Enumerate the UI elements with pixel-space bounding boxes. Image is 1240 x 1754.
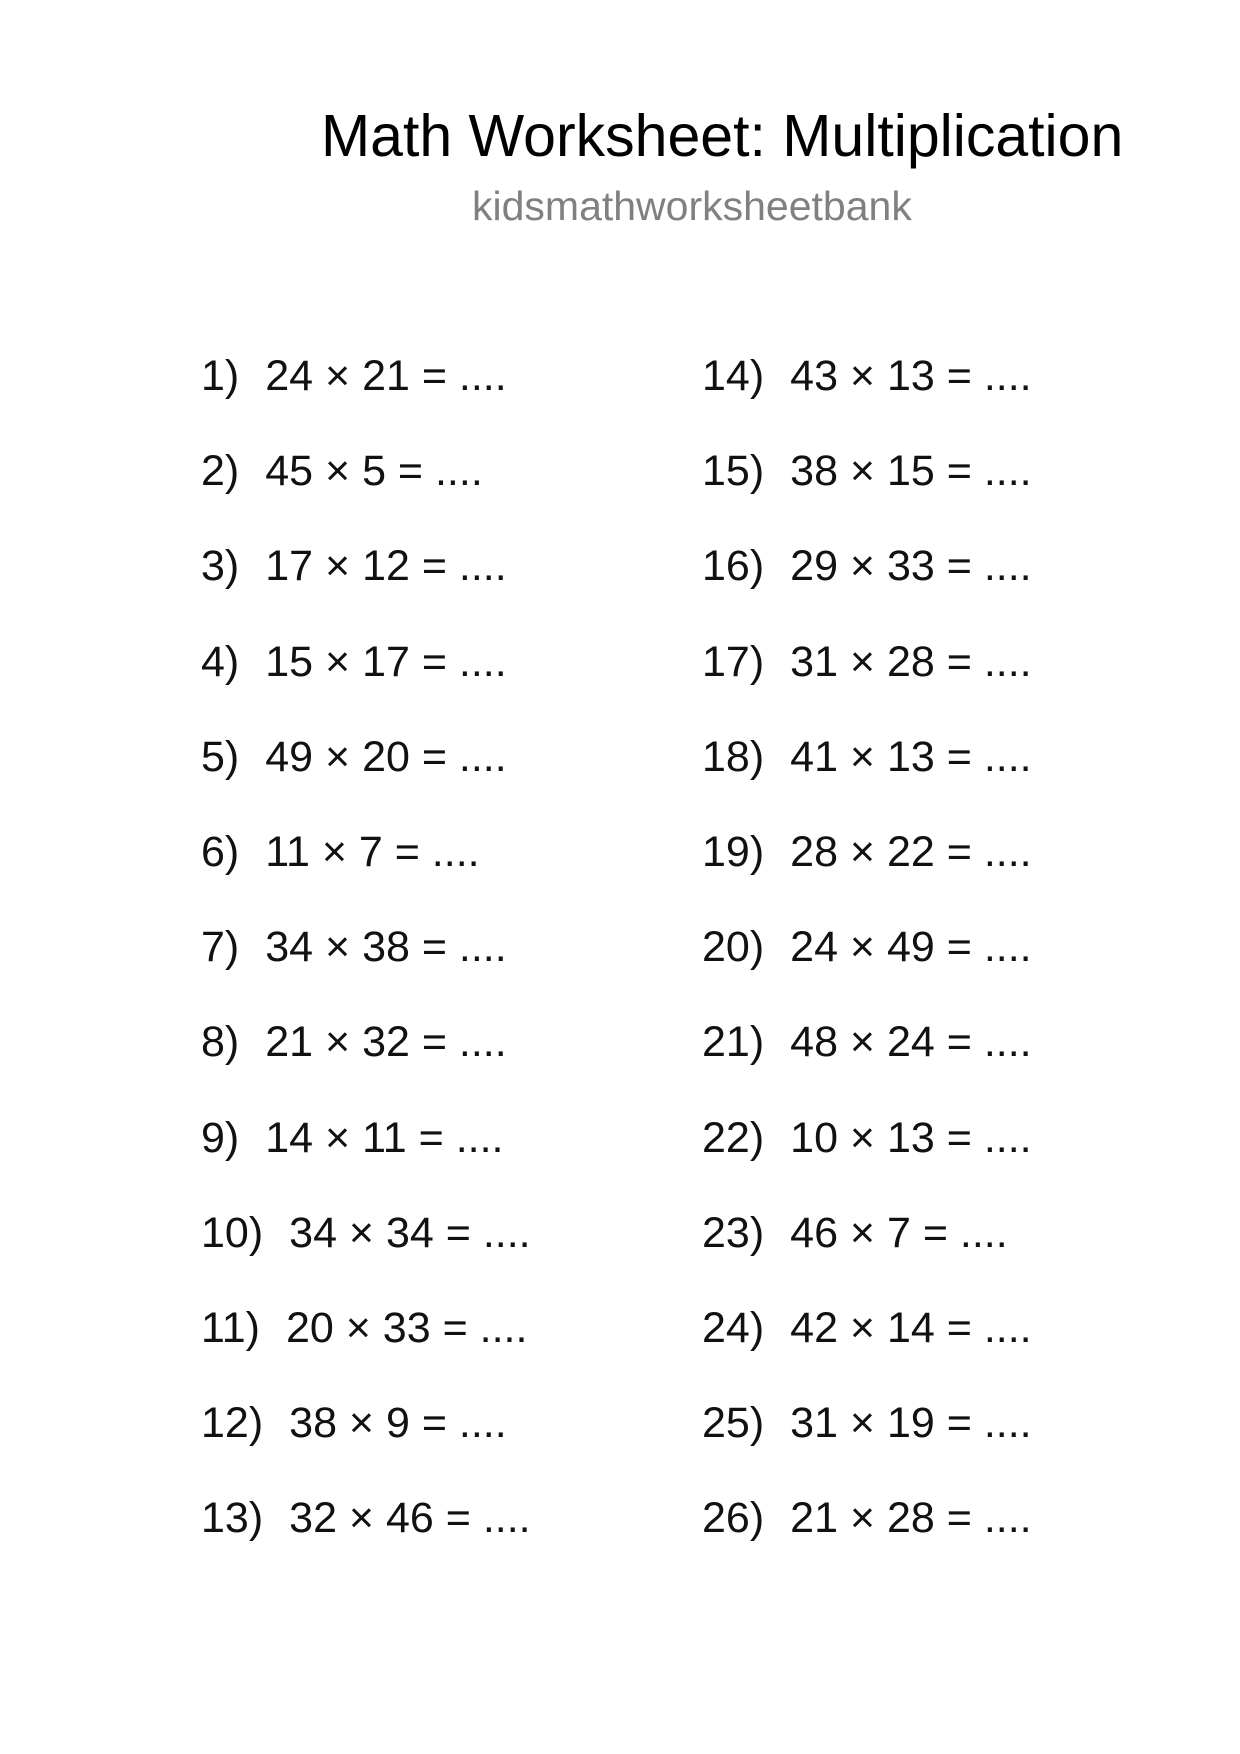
problem-list-right — [702, 346, 1032, 1583]
problem-number: 12) — [201, 1399, 264, 1448]
problem-item — [702, 1488, 1032, 1583]
problem-number: 3) — [201, 542, 240, 591]
problem-item — [702, 1203, 1032, 1298]
problem-item — [702, 632, 1032, 727]
problem-expression: 38 × 15 = .... — [790, 447, 1032, 496]
problem-expression: 11 × 7 = .... — [265, 827, 480, 876]
problem-number: 1) — [201, 352, 240, 400]
problem-number: 22) — [702, 1113, 765, 1162]
problem-expression: 24 × 21 = .... — [265, 352, 507, 400]
problem-expression: 20 × 33 = .... — [285, 1303, 528, 1352]
problem-item — [702, 441, 1032, 536]
problem-expression: 31 × 28 = .... — [790, 637, 1032, 686]
problem-number: 16) — [702, 542, 765, 591]
problem-number: 19) — [702, 827, 765, 876]
problem-expression: 49 × 20 = .... — [265, 732, 507, 781]
problem-expression: 14 × 11 = .... — [265, 1113, 504, 1162]
problem-number: 17) — [702, 637, 765, 686]
problem-number: 11) — [201, 1303, 260, 1352]
problem-item — [702, 1108, 1032, 1203]
problem-item — [201, 632, 531, 727]
problem-expression: 17 × 12 = .... — [265, 542, 507, 591]
problem-number: 9) — [201, 1113, 240, 1162]
page-subtitle: kidsmathworksheetbank — [472, 183, 912, 229]
problem-item — [702, 917, 1032, 1012]
problem-expression: 45 × 5 = .... — [265, 447, 483, 496]
problem-number: 4) — [201, 637, 240, 686]
problem-item — [201, 822, 531, 917]
problem-item — [702, 822, 1032, 917]
problem-expression: 38 × 9 = .... — [289, 1399, 507, 1448]
problem-item — [201, 917, 531, 1012]
problem-expression: 31 × 19 = .... — [790, 1399, 1032, 1448]
problem-number: 23) — [702, 1208, 765, 1257]
problem-expression: 48 × 24 = .... — [790, 1018, 1032, 1067]
problem-number: 8) — [201, 1018, 240, 1067]
problem-expression: 29 × 33 = .... — [790, 542, 1032, 591]
problem-expression: 10 × 13 = .... — [790, 1113, 1032, 1162]
problem-expression: 21 × 32 = .... — [265, 1018, 507, 1067]
problem-item — [201, 1012, 531, 1107]
problem-expression: 28 × 22 = .... — [790, 827, 1032, 876]
problem-item — [702, 1393, 1032, 1488]
problem-item — [201, 1393, 531, 1488]
problem-number: 15) — [702, 447, 765, 496]
problem-number: 26) — [702, 1494, 765, 1543]
problem-number: 10) — [201, 1208, 264, 1257]
problem-expression: 46 × 7 = .... — [790, 1208, 1008, 1257]
problem-item — [201, 727, 531, 822]
problem-expression: 34 × 38 = .... — [265, 923, 507, 972]
problem-expression: 21 × 28 = .... — [790, 1494, 1032, 1543]
problem-item — [201, 441, 531, 536]
problem-expression: 24 × 49 = .... — [790, 923, 1032, 972]
problem-expression: 34 × 34 = .... — [289, 1208, 531, 1257]
problem-number: 24) — [702, 1303, 765, 1352]
problem-number: 6) — [201, 827, 240, 876]
problem-number: 13) — [201, 1494, 264, 1543]
problem-number: 7) — [201, 923, 240, 972]
problem-item — [702, 346, 1032, 441]
problem-expression: 41 × 13 = .... — [790, 732, 1032, 781]
problem-expression: 42 × 14 = .... — [790, 1303, 1032, 1352]
problem-item — [201, 1108, 531, 1203]
problem-number: 2) — [201, 447, 240, 496]
problem-number: 5) — [201, 732, 240, 781]
page-title: Math Worksheet: Multiplication — [321, 103, 1124, 169]
problem-list-left — [201, 346, 531, 1583]
problem-item — [702, 536, 1032, 631]
problem-number: 18) — [702, 732, 765, 781]
problem-item — [201, 1203, 531, 1298]
problem-item — [702, 1298, 1032, 1393]
problem-item — [201, 1298, 531, 1393]
problem-expression: 43 × 13 = .... — [790, 352, 1032, 400]
problem-number: 14) — [702, 352, 765, 400]
problem-item — [702, 727, 1032, 822]
problem-number: 21) — [702, 1018, 765, 1067]
problem-number: 20) — [702, 923, 765, 972]
problem-item — [201, 1488, 531, 1583]
problem-expression: 32 × 46 = .... — [289, 1494, 531, 1543]
problem-number: 25) — [702, 1399, 765, 1448]
problem-item — [201, 536, 531, 631]
problem-item — [702, 1012, 1032, 1107]
problem-item — [201, 346, 531, 441]
problem-expression: 15 × 17 = .... — [265, 637, 507, 686]
